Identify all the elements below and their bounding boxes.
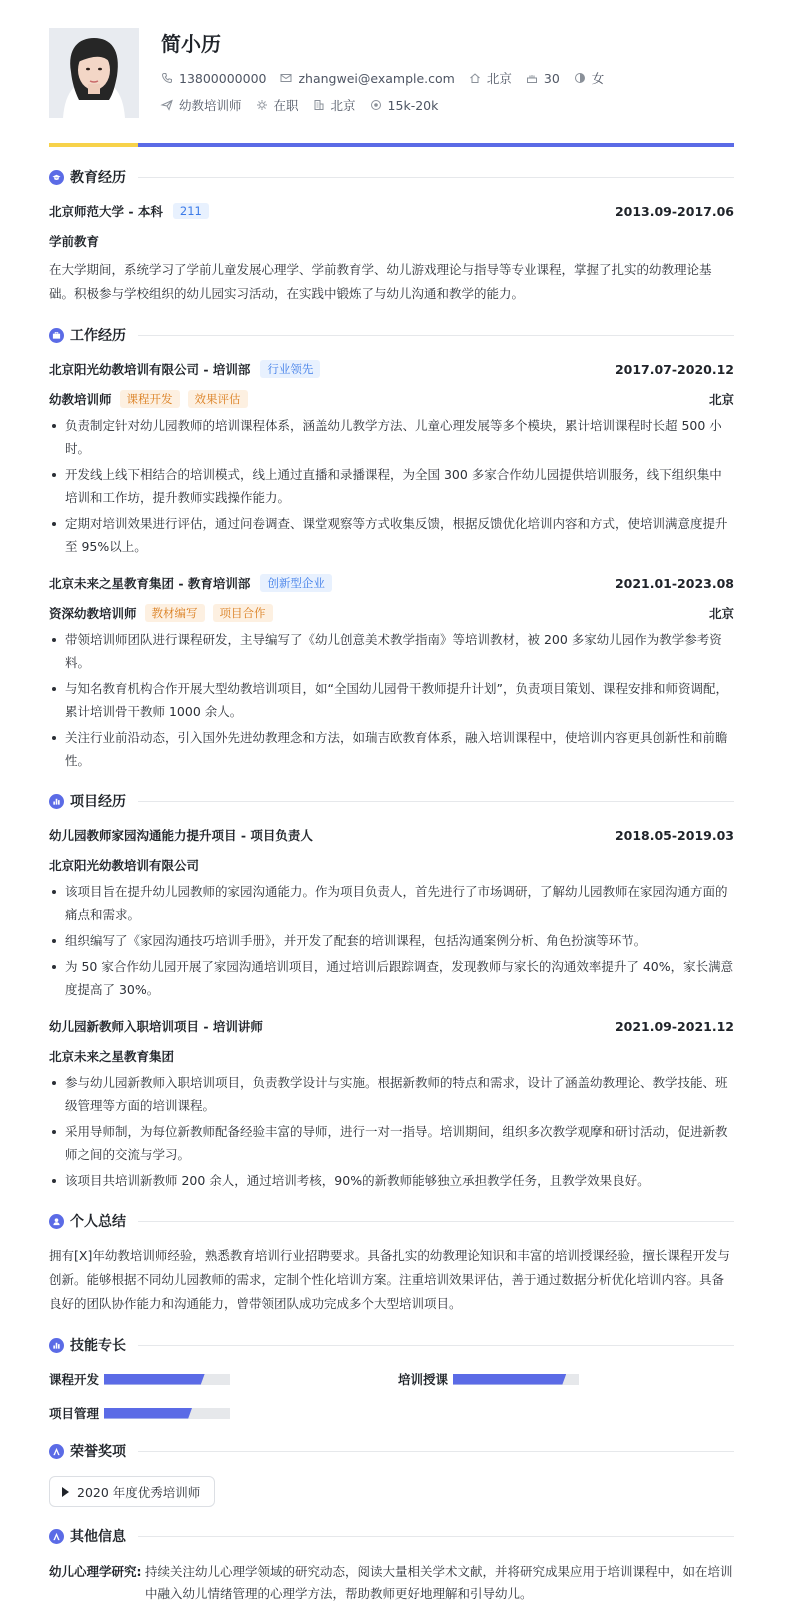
project-org: 北京阳光幼教培训有限公司 [49,858,200,873]
role-tag: 效果评估 [188,390,248,408]
skill-bar [453,1374,579,1385]
award-item [49,1476,215,1507]
section-awards [49,1440,734,1462]
project-bullets [49,880,734,1001]
job-target-item [161,96,242,114]
mail-icon [280,72,292,84]
work-city-item [313,96,356,114]
project-date: 2018.05-2019.03 [614,827,734,843]
company-tag: 行业领先 [260,360,320,378]
role-tag: 课程开发 [120,390,180,408]
gender-item [574,69,605,87]
award-text: 2020 年度优秀培训师 [77,1484,201,1500]
work-entry [49,360,734,558]
section-work [49,324,734,346]
other-item [49,1561,734,1605]
avatar [49,28,139,118]
building-icon [313,99,325,111]
skill-item [49,1370,398,1388]
list-item: 组织编写了《家园沟通技巧培训手册》，并开发了配套的培训课程，包括沟通案例分析、角色扮演等环节。 [49,929,734,952]
chart-icon [49,1338,64,1353]
education-date: 2013.09-2017.06 [614,203,734,219]
send-icon [161,99,173,111]
list-item: 带领培训师团队进行课程研发，主导编写了《幼儿创意美术教学指南》等培训教材，被 200 多家幼儿园作为教学参考资料。 [49,628,734,674]
gender-icon [574,72,586,84]
graduation-cap-icon [49,170,64,185]
company-tag: 创新型企业 [260,574,332,592]
project-org: 北京未来之星教育集团 [49,1049,175,1064]
project-date: 2021.09-2021.12 [614,1018,734,1034]
skills-grid [49,1370,734,1422]
work-bullets [49,414,734,558]
city-text: 北京 [486,71,512,86]
list-item: 采用导师制，为每位新教师配备经验丰富的导师，进行一对一指导。培训期间，组织多次教学观摩和研讨活动，促进新教师之间的交流与学习。 [49,1120,734,1166]
status-item [256,96,299,114]
skill-item [398,1370,734,1388]
skill-bar-fill [104,1408,192,1419]
briefcase-icon [49,328,64,343]
other-value: 持续关注幼儿心理学领域的研究动态，阅读大量相关学术文献，并将研究成果应用于培训课程中，如在培训中融入幼儿情绪管理的心理学方法，帮助教师更好地理解和引导幼儿。 [145,1564,733,1601]
school-name: 北京师范大学 - 本科 [49,204,163,219]
skill-bar-fill [453,1374,566,1385]
list-item: 该项目旨在提升幼儿园教师的家园沟通能力。作为项目负责人，首先进行了市场调研，了解幼儿园教师在家园沟通方面的痛点和需求。 [49,880,734,926]
school-tag: 211 [173,203,209,219]
education-desc: 在大学期间，系统学习了学前儿童发展心理学、学前教育学、幼儿游戏理论与指导等专业课程，掌握了扎实的幼教理论基础。积极参与学校组织的幼儿园实习活动，在实践中锻炼了与幼儿沟通和教学的能力。 [49,262,712,301]
coin-icon [370,99,382,111]
education-entry [49,202,734,306]
candidate-name: 简小历 [161,32,221,56]
section-summary [49,1210,734,1232]
role-tag: 项目合作 [213,604,273,622]
section-skills [49,1334,734,1356]
list-item: 开发线上线下相结合的培训模式，线上通过直播和录播课程，为全国 300 多家合作幼儿园提供培训服务，线下组织集中培训和工作坊，提升教师实践操作能力。 [49,463,734,509]
header-divider [49,143,734,147]
section-title: 技能专长 [70,1338,126,1354]
work-city: 北京 [708,392,734,407]
work-entry [49,574,734,772]
project-entry [49,1017,734,1192]
email-text: zhangwei@example.com [298,70,455,86]
section-title: 个人总结 [70,1214,126,1230]
status-icon [256,99,268,111]
phone-item [161,71,266,86]
salary-text: 15k-20k [387,97,439,113]
user-icon [49,1214,64,1229]
project-title: 幼儿园教师家园沟通能力提升项目 - 项目负责人 [49,828,313,843]
work-city-text: 北京 [330,98,356,113]
age-text: 30 [543,70,560,86]
skill-name: 项目管理 [49,1406,100,1421]
role: 资深幼教培训师 [49,606,137,621]
section-title: 荣誉奖项 [70,1444,126,1460]
section-education [49,166,734,188]
project-entry [49,826,734,1001]
cake-icon [526,72,538,84]
section-title: 项目经历 [70,794,126,810]
section-projects [49,790,734,812]
summary-text: 拥有[X]年幼教培训师经验，熟悉教育培训行业招聘要求。具备扎实的幼教理论知识和丰富的培训授课经验，擅长课程开发与创新。能够根据不同幼儿园教师的需求，定制个性化培训方案。注重培训效果评估，善于通过数据分析优化培训内容。具备良好的团队协作能力和沟通能力，曾带领团队成功完成多个大型培训项目。 [49,1248,730,1311]
role: 幼教培训师 [49,392,112,407]
salary-item [370,98,439,113]
major: 学前教育 [49,234,100,249]
home-icon [469,72,481,84]
list-item: 与知名教育机构合作开展大型幼教培训项目，如“全国幼儿园骨干教师提升计划”，负责项目策划、课程安排和师资调配，累计培训骨干教师 1000 余人。 [49,677,734,723]
list-item: 负责制定针对幼儿园教师的培训课程体系，涵盖幼儿教学方法、儿童心理发展等多个模块，累计培训课程时长超 500 小时。 [49,414,734,460]
phone-icon [161,72,173,84]
status-text: 在职 [273,98,299,113]
company-name: 北京未来之星教育集团 - 教育培训部 [49,576,251,591]
skill-item [49,1404,398,1422]
work-bullets [49,628,734,772]
resume-header [49,0,734,146]
list-item: 定期对培训效果进行评估，通过问卷调查、课堂观察等方式收集反馈，根据反馈优化培训内容和方式，使培训满意度提升至 95%以上。 [49,512,734,558]
intent-row [161,96,452,114]
project-bullets [49,1071,734,1192]
info-icon [49,1529,64,1544]
work-date: 2017.07-2020.12 [614,361,734,377]
skill-bar [104,1408,230,1419]
skill-bar-fill [104,1374,205,1385]
section-title: 工作经历 [70,328,126,344]
skill-name: 培训授课 [398,1372,449,1387]
skill-bar [104,1374,230,1385]
work-city: 北京 [708,606,734,621]
contact-row [161,69,618,87]
award-icon [49,1444,64,1459]
list-item: 为 50 家合作幼儿园开展了家园沟通培训项目，通过培训后跟踪调查，发现教师与家长的沟通效率提升了 40%，家长满意度提高了 30%。 [49,955,734,1001]
list-item: 参与幼儿园新教师入职培训项目，负责教学设计与实施。根据新教师的特点和需求，设计了涵盖幼教理论、教学技能、班级管理等方面的培训课程。 [49,1071,734,1117]
role-tag: 教材编写 [145,604,205,622]
play-icon [62,1487,69,1497]
phone-text: 13800000000 [179,70,267,86]
project-title: 幼儿园新教师入职培训项目 - 培训讲师 [49,1019,263,1034]
section-other [49,1525,734,1547]
chart-icon [49,794,64,809]
section-title: 教育经历 [70,170,126,186]
work-date: 2021.01-2023.08 [614,575,734,591]
list-item: 关注行业前沿动态，引入国外先进幼教理念和方法，如瑞吉欧教育体系，融入培训课程中，使培训内容更具创新性和前瞻性。 [49,726,734,772]
email-item [280,71,454,86]
gender-text: 女 [591,71,605,86]
other-key: 幼儿心理学研究: [49,1564,142,1579]
list-item: 该项目共培训新教师 200 余人，通过培训考核，90%的新教师能够独立承担教学任务，且教学效果良好。 [49,1169,734,1192]
section-title: 其他信息 [70,1529,126,1545]
company-name: 北京阳光幼教培训有限公司 - 培训部 [49,362,251,377]
age-item [526,71,560,86]
city-item [469,69,512,87]
job-target-text: 幼教培训师 [179,98,242,113]
skill-name: 课程开发 [49,1372,100,1387]
